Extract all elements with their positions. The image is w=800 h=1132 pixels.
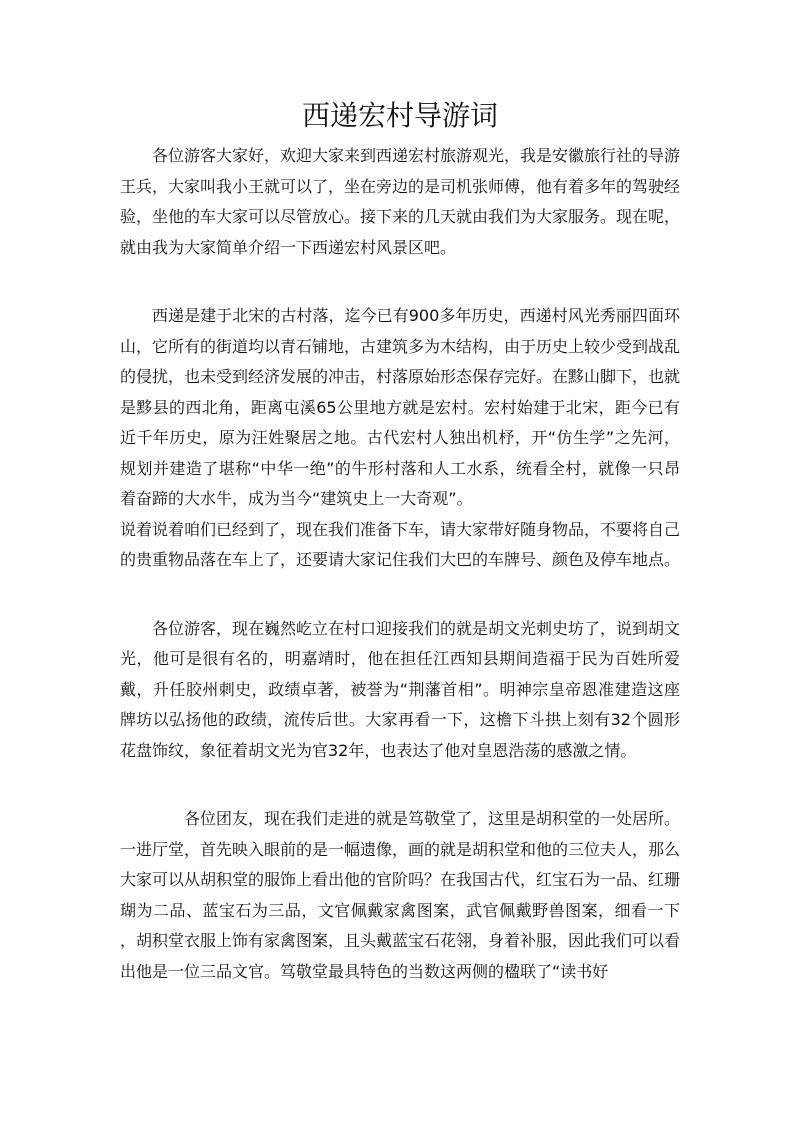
paragraph-gap <box>120 576 680 614</box>
paragraph-hu-wenguang-archway: 各位游客，现在巍然屹立在村口迎接我们的就是胡文光刺史坊了，说到胡文光，他可是很有名的，明嘉靖时，他在担任江西知县期间造福于民为百姓所爱戴，升任胶州刺史，政绩卓著，被誉为“荆藩首相”。明神宗皇帝恩准建造这座牌坊以弘扬他的政绩，流传后世。大家再看一下，这檐下斗拱上刻有32个圆形花盘饰纹，象征着胡文光为官32年，也表达了他对皇恩浩荡的感激之情。 <box>120 618 681 760</box>
paragraph-gap <box>120 263 680 301</box>
paragraph-arrival: 说着说着咱们已经到了，现在我们准备下车，请大家带好随身物品，不要将自己的贵重物品落在车上了，还要请大家记住我们大巴的车牌号、颜色及停车地点。 <box>120 519 681 569</box>
paragraph-dujing-hall: 各位团友，现在我们走进的就是笃敬堂了，这里是胡积堂的一处居所。一进厅堂，首先映入眼前的是一幅遗像，画的就是胡积堂和他的三位夫人，那么大家可以从胡积堂的服饰上看出他的官阶吗？在我国古代，红宝石为一品、红珊瑚为二品、蓝宝石为三品，文官佩戴家禽图案，武官佩戴野兽图案，细看一下 ，胡积堂衣服上饰有家禽图案，且头戴蓝宝石花翎，身着补服，因此我们可以看出他是一位三品文官。笃敬堂最具特色的当数这两侧的楹联了“读书好 <box>120 809 681 981</box>
document-body <box>120 141 680 987</box>
paragraph-xidi-hongcun-history: 西递是建于北宋的古村落，迄今已有900多年历史，西递村风光秀丽四面环山，它所有的街道均以青石铺地，古建筑多为木结构，由于历史上较少受到战乱的侵扰，也未受到经济发展的冲击，村落原始形态保存完好。在黟山脚下，也就是黟县的西北角，距离屯溪65公里地方就是宏村。宏村始建于北宋，距今已有近千年历史，原为汪姓聚居之地。古代宏村人独出机杼，开“仿生学”之先河，规划并建造了堪称“中华一绝”的牛形村落和人工水系，统看全村，就像一只昂着奋蹄的大水牛，成为当今“建筑史上一大奇观”。 <box>120 306 681 508</box>
paragraph-gap <box>120 766 680 804</box>
document-title: 西递宏村导游词 <box>301 99 498 132</box>
paragraph-welcome: 各位游客大家好，欢迎大家来到西递宏村旅游观光，我是安徽旅行社的导游王兵，大家叫我小王就可以了，坐在旁边的是司机张师傅，他有着多年的驾驶经验，坐他的车大家可以尽管放心。接下来的几天就由我们为大家服务。现在呢，就由我为大家简单介绍一下西递宏村风景区吧。 <box>120 146 681 257</box>
